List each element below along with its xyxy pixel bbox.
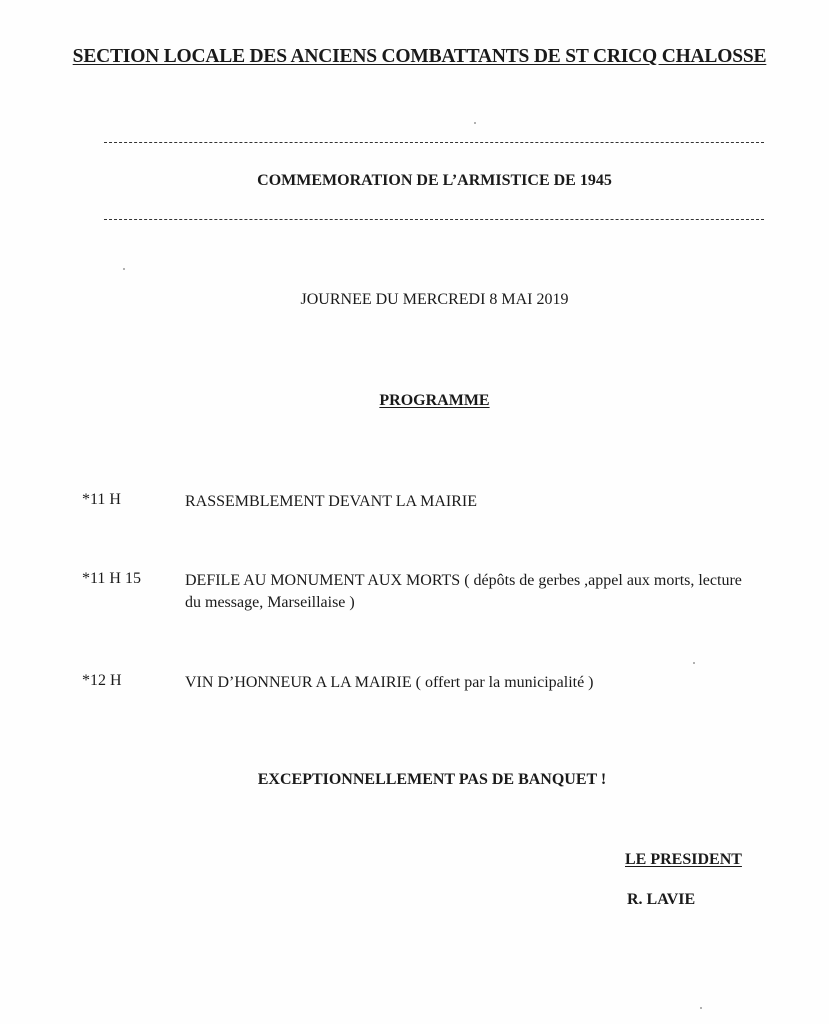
programme-item-time: *12 H [82, 672, 122, 689]
signature-name: R. LAVIE [627, 891, 696, 908]
dashed-separator-top [104, 142, 764, 143]
programme-item-text: DEFILE AU MONUMENT AUX MORTS ( dépôts de gerbes ,appel aux morts, lecture du message, Marseillaise ) [185, 572, 742, 611]
signature-title: LE PRESIDENT [625, 851, 742, 868]
organization-title: SECTION LOCALE DES ANCIENS COMBATTANTS DE ST CRICQ CHALOSSE [72, 46, 767, 67]
event-title: COMMEMORATION DE L’ARMISTICE DE 1945 [257, 172, 612, 189]
scan-speck [693, 662, 695, 664]
event-date: JOURNEE DU MERCREDI 8 MAI 2019 [300, 291, 569, 308]
scan-speck [123, 268, 125, 270]
programme-heading: PROGRAMME [379, 392, 490, 409]
banquet-note: EXCEPTIONNELLEMENT PAS DE BANQUET ! [257, 771, 607, 788]
programme-item-time: *11 H [82, 491, 121, 508]
dashed-separator-bottom [104, 219, 764, 220]
programme-item-time: *11 H 15 [82, 570, 141, 587]
scan-speck [700, 1007, 702, 1009]
programme-item-text: VIN D’HONNEUR A LA MAIRIE ( offert par la municipalité ) [185, 674, 594, 691]
scan-speck [474, 122, 476, 124]
programme-item-text: RASSEMBLEMENT DEVANT LA MAIRIE [185, 493, 478, 510]
